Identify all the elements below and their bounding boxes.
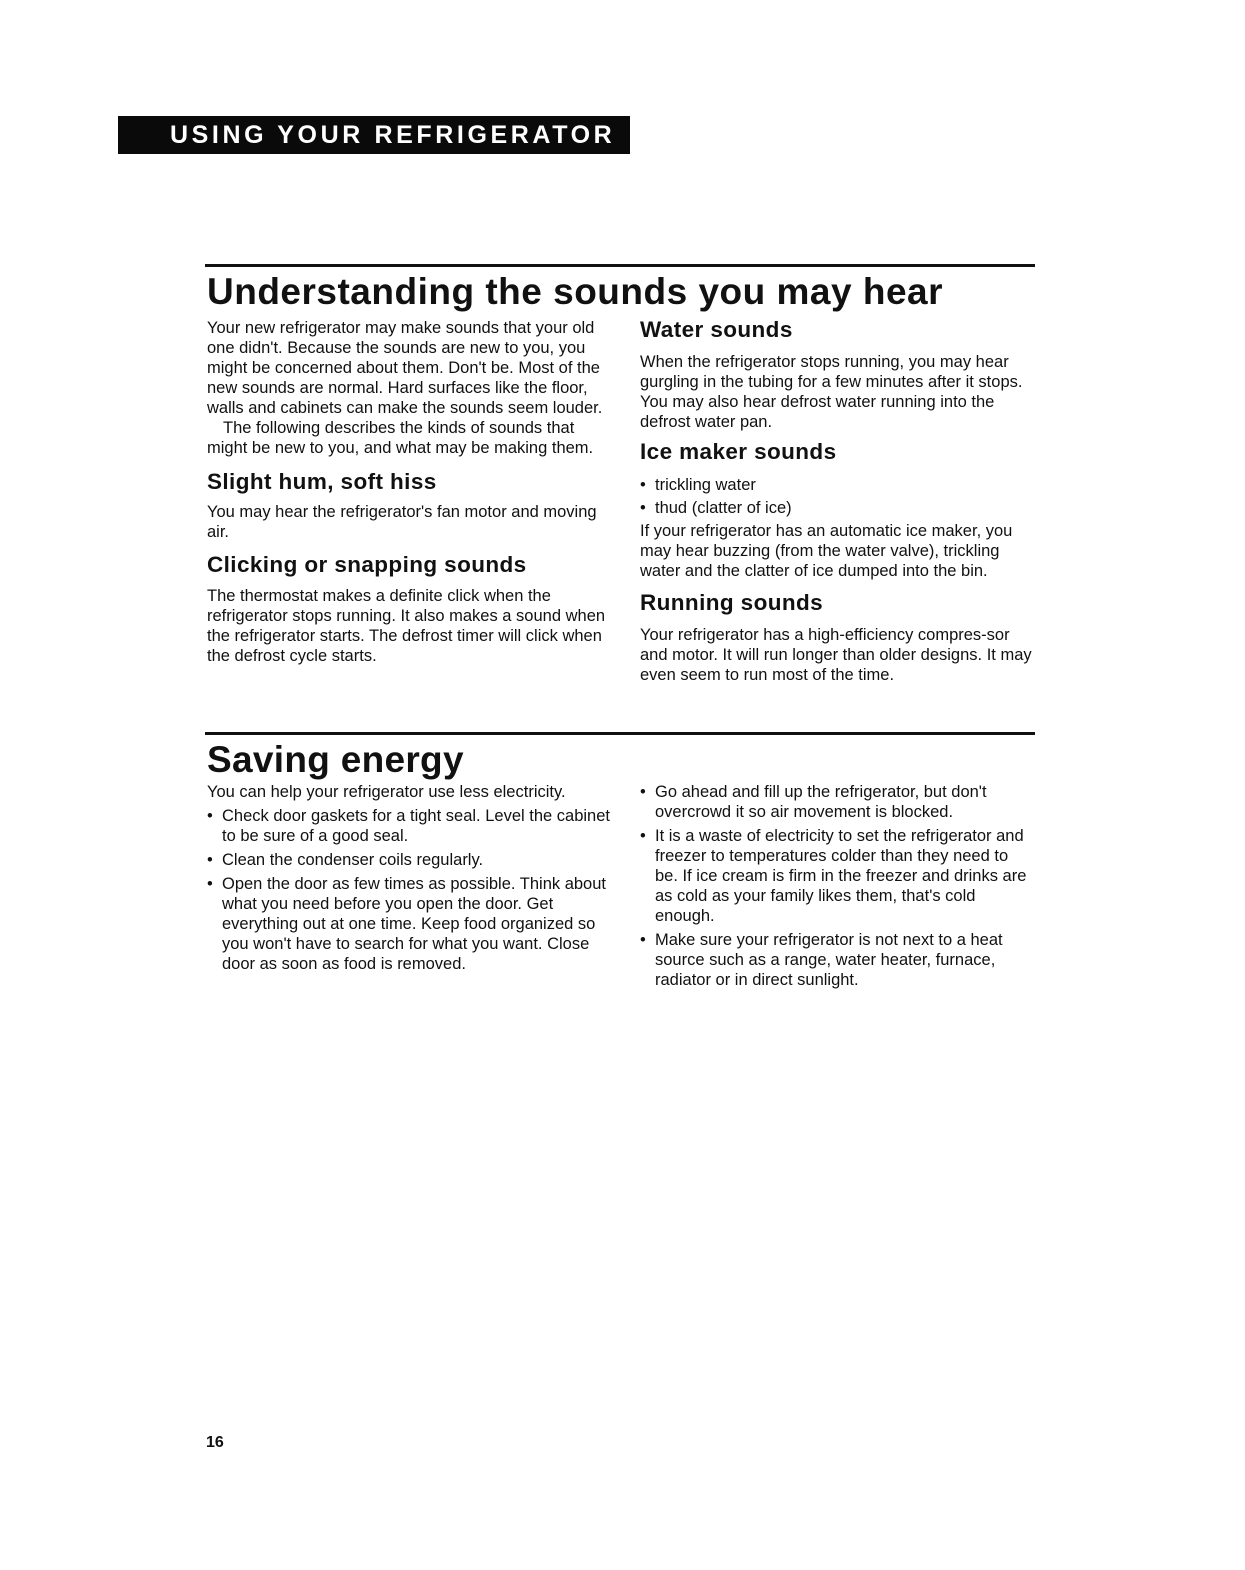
bullet-icon: • — [640, 931, 646, 949]
ice-sound-list — [640, 475, 1040, 518]
energy-tips-right — [640, 782, 1035, 990]
hum-text: You may hear the refrigerator's fan motor and moving air. — [207, 503, 597, 541]
section-rule — [205, 264, 1035, 267]
bullet-icon: • — [207, 807, 213, 825]
water-text: When the refrigerator stops running, you may hear gurgling in the tubing for a few minutes after it stops. You may also hear defrost water running into the defrost water pan. — [640, 353, 1023, 431]
sounds-right-column — [640, 316, 1040, 685]
list-item: • Make sure your refrigerator is not next to a heat source such as a range, water heater, furnace, radiator or in direct sunlight. — [640, 931, 1003, 989]
list-item: • It is a waste of electricity to set the refrigerator and freezer to temperatures colder than they need to be. If ice cream is firm in the freezer and drinks are as cold as your family likes them, that's cold enough. — [640, 827, 1027, 925]
sounds-title: Understanding the sounds you may hear — [207, 271, 944, 312]
clicking-heading: Clicking or snapping sounds — [207, 552, 527, 577]
hum-heading: Slight hum, soft hiss — [207, 469, 437, 494]
section-banner: USING YOUR REFRIGERATOR — [118, 116, 630, 154]
section-rule — [205, 732, 1035, 735]
sounds-left-column — [207, 318, 612, 666]
sounds-intro-2: The following describes the kinds of sounds that might be new to you, and what may be making them. — [207, 419, 594, 457]
list-item: • Open the door as few times as possible. Think about what you need before you open the door. Get everything out at one time. Keep food organized so you won't have to search for what you want. Close door as soon as food is removed. — [207, 875, 606, 973]
bullet-icon: • — [207, 851, 213, 869]
energy-right-column — [640, 782, 1035, 990]
page-number: 16 — [206, 1434, 224, 1451]
ice-heading: Ice maker sounds — [640, 439, 837, 464]
list-item: • thud (clatter of ice) — [640, 499, 792, 517]
list-item: • Clean the condenser coils regularly. — [207, 851, 484, 869]
bullet-icon: • — [640, 499, 646, 517]
list-item: • trickling water — [640, 476, 756, 494]
energy-intro: You can help your refrigerator use less electricity. — [207, 783, 566, 801]
ice-text: If your refrigerator has an automatic ice maker, you may hear buzzing (from the water valve), trickling water and the clatter of ice dumped into the bin. — [640, 522, 1013, 580]
running-heading: Running sounds — [640, 590, 824, 615]
bullet-icon: • — [640, 476, 646, 494]
water-heading: Water sounds — [640, 317, 793, 342]
list-item: • Check door gaskets for a tight seal. Level the cabinet to be sure of a good seal. — [207, 807, 610, 845]
energy-title: Saving energy — [207, 739, 464, 780]
energy-left-column — [207, 782, 612, 974]
bullet-icon: • — [207, 875, 213, 893]
clicking-text: The thermostat makes a definite click when the refrigerator stops running. It also makes a sound when the refrigerator starts. The defrost timer will click when the defrost cycle starts. — [207, 587, 606, 665]
running-text: Your refrigerator has a high-efficiency compres-sor and motor. It will run longer than older designs. It may even seem to run most of the time. — [640, 626, 1032, 684]
list-item: • Go ahead and fill up the refrigerator, but don't overcrowd it so air movement is blocked. — [640, 783, 987, 821]
sounds-intro: Your new refrigerator may make sounds that your old one didn't. Because the sounds are new to you, you might be concerned about them. Don't be. Most of the new sounds are normal. Hard surfaces like the floor, walls and cabinets can make the sounds seem louder. — [207, 319, 603, 417]
bullet-icon: • — [640, 827, 646, 845]
bullet-icon: • — [640, 783, 646, 801]
energy-tips-left — [207, 806, 612, 974]
